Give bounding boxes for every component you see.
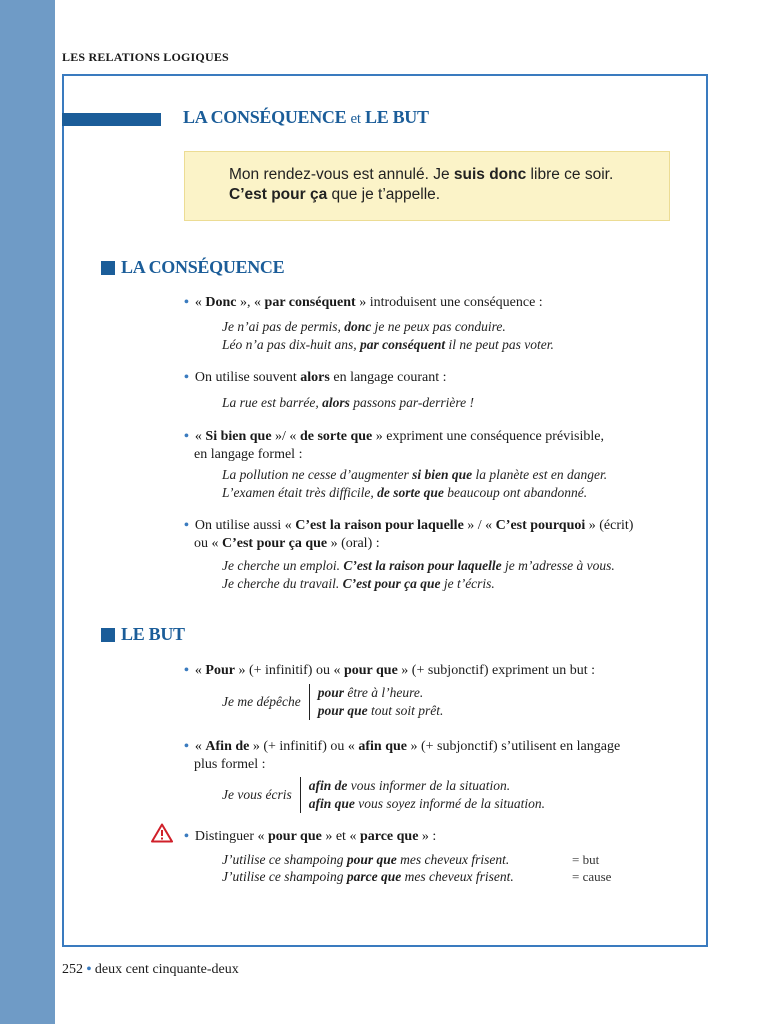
bullet-afin-de: • « Afin de » (+ infinitif) ou « afin que » (+ subjonctif) s’utilisent en langage plus formel : [184, 739, 621, 772]
example-line: Je n’ai pas de permis, donc je ne peux pas conduire. [222, 319, 506, 334]
bullet-alors: • On utilise souvent alors en langage courant : [184, 370, 447, 385]
example-line: La rue est barrée, alors passons par-derrière ! [222, 395, 474, 410]
bullet-dot-icon: • [184, 429, 189, 444]
title-bar [62, 113, 161, 126]
example-split-pour: Je me dépêche pour être à l’heure. pour que tout soit prêt. [222, 685, 444, 718]
intro-line-2: C’est pour ça que je t’appelle. [229, 186, 441, 203]
section-heading-but: LE BUT [101, 624, 185, 645]
page-title: LA CONSÉQUENCE et LE BUT [183, 107, 429, 127]
bullet-dot-icon: • [184, 370, 189, 385]
warning-icon [151, 823, 173, 843]
running-head: LES RELATIONS LOGIQUES [62, 50, 229, 64]
example-line: Je cherche un emploi. C’est la raison pour laquelle je m’adresse à vous. [222, 558, 615, 573]
example-split-afin: Je vous écris afin de vous informer de la situation. afin que vous soyez informé de la situation. [222, 778, 545, 811]
bullet-dot-icon: • [184, 829, 189, 844]
square-bullet-icon [101, 261, 115, 275]
section-heading-consequence: LA CONSÉQUENCE [101, 257, 284, 278]
square-bullet-icon [101, 628, 115, 642]
bullet-dot-icon: • [86, 962, 92, 977]
bullet-dot-icon: • [184, 518, 189, 533]
comparison-row-but: J’utilise ce shampoing pour que mes cheveux frisent. = but [222, 852, 600, 867]
bullet-pour: • « Pour » (+ infinitif) ou « pour que » (+ subjonctif) expriment un but : [184, 663, 596, 678]
intro-line-1: Mon rendez-vous est annulé. Je suis donc libre ce soir. [229, 166, 614, 183]
bullet-si-bien-que: • « Si bien que »/ « de sorte que » expriment une conséquence prévisible, en langage formel : [184, 429, 604, 462]
bullet-dot-icon: • [184, 295, 189, 310]
side-band [0, 0, 55, 1024]
example-line: Léo n’a pas dix-huit ans, par conséquent il ne peut pas voter. [222, 337, 554, 352]
example-line: Je cherche du travail. C’est pour ça que je t’écris. [222, 576, 495, 591]
bullet-dot-icon: • [184, 739, 189, 754]
example-line: La pollution ne cesse d’augmenter si bien que la planète est en danger. [222, 467, 608, 482]
bullet-dot-icon: • [184, 663, 189, 678]
example-line: L’examen était très difficile, de sorte que beaucoup ont abandonné. [222, 485, 588, 500]
intro-example-box [184, 151, 670, 221]
bullet-distinguer: • Distinguer « pour que » et « parce que » : [184, 829, 437, 844]
bullet-raison: • On utilise aussi « C’est la raison pour laquelle » / « C’est pourquoi » (écrit) ou « C’est pour ça que » (oral) : [184, 518, 634, 551]
page-footer: 252 • deux cent cinquante-deux [62, 962, 239, 977]
bullet-donc: • « Donc », « par conséquent » introduisent une conséquence : [184, 295, 543, 310]
comparison-row-cause: J’utilise ce shampoing parce que mes cheveux frisent. = cause [222, 869, 612, 884]
